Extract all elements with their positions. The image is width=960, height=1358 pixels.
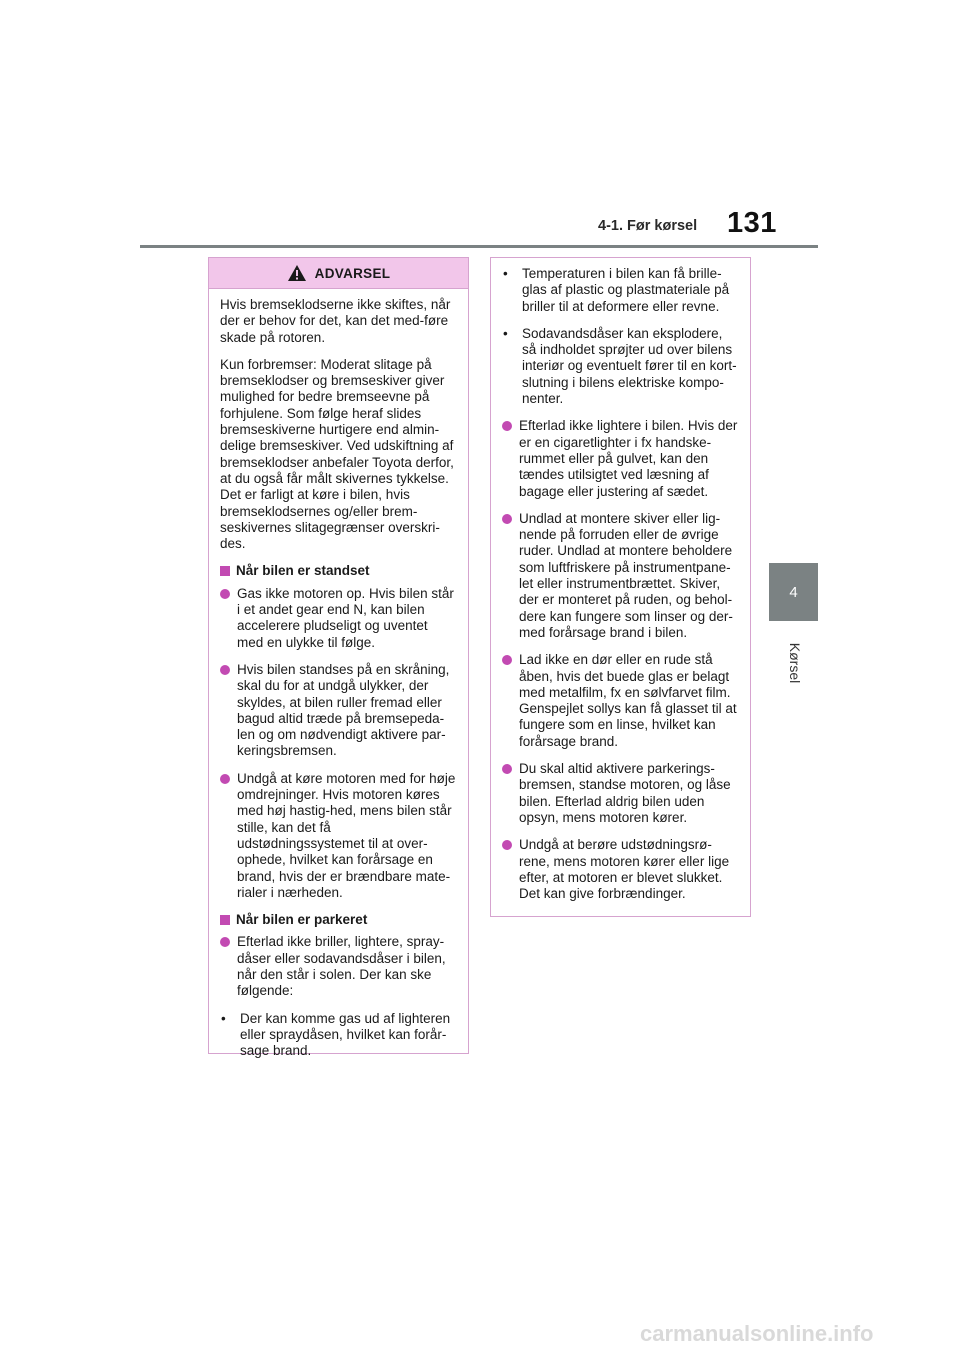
list-item: Undlad at montere skiver eller lig-nende på forruden eller de øvrige ruder. Undlad at montere beholdere som luftfriskere på instrumentpane-let eller instrumentbrættet. Skiver, der er monteret på ruden, og behol-dere kan fungere som linser og der-med forårsage brand i bilen. <box>502 511 739 641</box>
square-bullet-icon <box>220 566 230 576</box>
page-number: 131 <box>727 207 777 239</box>
warning-paragraph: Kun forbremser: Moderat slitage på bremseklodser og bremseskiver giver mulighed for bedre bremseevne på forhjulene. Som følge heraf slides bremseskiverne hurtigere end almin-delige bremseskiver. Ved udskiftning af bremseklodser anbefaler Toyota derfor, at du også får målt skivernes tykkelse. Det er farligt at køre i bilen, hvis bremseklodsernes og/eller brem-seskivernes slitagegrænser overskri-des. <box>220 356 454 552</box>
square-bullet-icon <box>220 915 230 925</box>
list-item: Lad ikke en dør eller en rude stå åben, hvis det buede glas er belagt med metalfilm, fx en sølvfarvet film. Genspejlet sollys kan få glasset til at fungere som en linse, hvilket kan forårsage brand. <box>502 652 739 750</box>
dot-bullet-icon: • <box>503 266 508 281</box>
header-rule <box>140 245 818 248</box>
list-item: • Sodavandsdåser kan eksplodere, så indholdet sprøjter ud over bilens interiør og eventuelt fører til en kort-slutning i bilens elektriske kompo-nenter. <box>503 325 737 407</box>
round-bullet-icon <box>502 421 512 431</box>
dot-bullet-icon: • <box>503 325 508 341</box>
list-item: Hvis bilen standses på en skråning, skal du for at undgå ulykker, der skyldes, at bilen ruller fremad eller bagud altid træde på bremsepeda-len og om nødvendigt aktivere par-keringsbremsen. <box>220 662 457 760</box>
list-item: Undgå at berøre udstødningsrø-rene, mens motoren kører eller lige efter, at motoren er blevet slukket. Det kan give forbrændinger. <box>502 837 739 902</box>
warning-title: ADVARSEL <box>314 265 391 281</box>
list-item: Efterlad ikke lightere i bilen. Hvis der er en cigaretlighter i fx handske-rummet eller på gulvet, kan den tændes utilsigtet ved læsning af bagage eller justering af sædet. <box>502 418 739 499</box>
watermark: carmanualsonline.info <box>640 1321 874 1346</box>
chapter-number: 4 <box>789 583 798 601</box>
list-item: • Der kan komme gas ud af lighteren eller spraydåsen, hvilket kan forår-sage brand. <box>221 1010 451 1059</box>
round-bullet-icon <box>502 840 512 850</box>
section-title: 4-1. Før kørsel <box>598 218 698 234</box>
round-bullet-icon <box>502 514 512 524</box>
list-item: Gas ikke motoren op. Hvis bilen står i et andet gear end N, kan bilen accelerere pludseligt og uventet med en ulykke til følge. <box>220 586 457 651</box>
round-bullet-icon <box>220 589 230 599</box>
round-bullet-icon <box>220 937 230 947</box>
round-bullet-icon <box>220 665 230 675</box>
warning-box <box>208 257 469 1059</box>
chapter-tab[interactable] <box>769 563 818 621</box>
list-item: Du skal altid aktivere parkerings-bremsen, standse motoren, og låse bilen. Efterlad aldrig bilen uden opsyn, mens motoren kører. <box>502 761 739 826</box>
subheading-parkeret: Når bilen er parkeret <box>220 912 457 929</box>
list-item: Undgå at køre motoren med for høje omdrejninger. Hvis motoren køres med høj hastig-hed, mens bilen står stille, kan det få udstødningssystemet til at over-ophede, hvilket kan forårsage en brand, hvis der er brændbare mate-rialer i nærheden. <box>220 771 457 901</box>
chapter-label: Kørsel <box>787 642 803 684</box>
round-bullet-icon <box>502 655 512 665</box>
subheading-standset: Når bilen er standset <box>220 563 457 580</box>
dot-bullet-icon: • <box>221 1010 226 1026</box>
warning-header <box>209 258 468 289</box>
list-item: • Temperaturen i bilen kan få brille-glas af plastic og plastmateriale på briller til at deformere eller revne. <box>503 266 730 314</box>
warning-triangle-icon <box>287 264 307 282</box>
warning-paragraph: Hvis bremseklodserne ikke skiftes, når der er behov for det, kan det med-føre skade på rotoren. <box>220 297 451 345</box>
continued-warning-box <box>490 257 751 917</box>
list-item: Efterlad ikke briller, lightere, spray-dåser eller sodavandsdåser i bilen, når den står i solen. Der kan ske følgende: <box>220 934 457 999</box>
round-bullet-icon <box>220 774 230 784</box>
round-bullet-icon <box>502 764 512 774</box>
